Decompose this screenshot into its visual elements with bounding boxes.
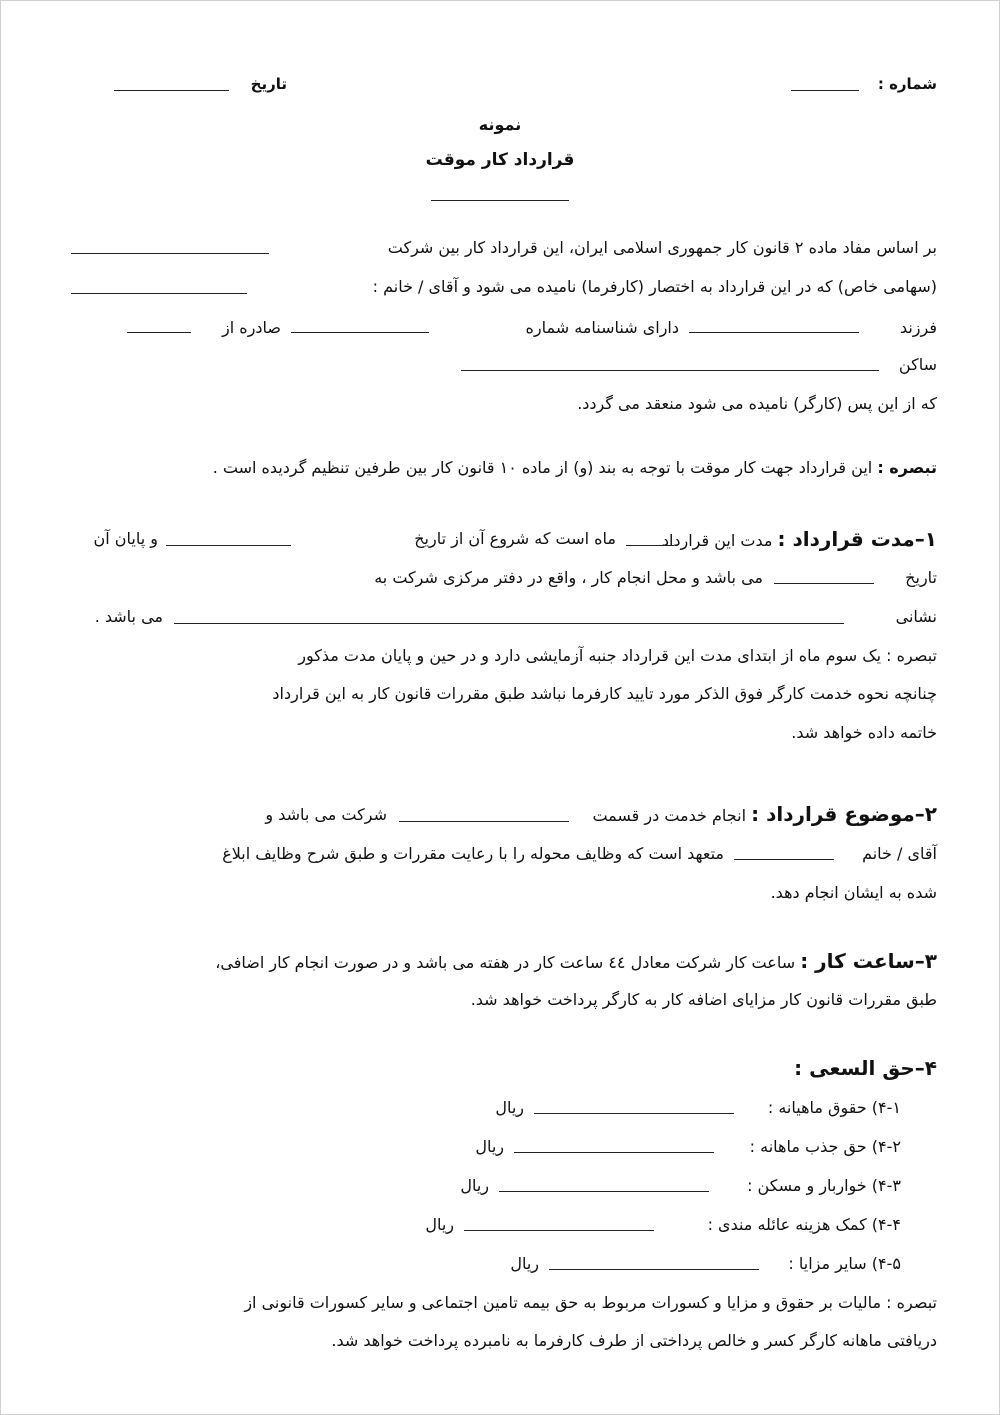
section3-title: ۳–ساعت کار : xyxy=(800,949,937,973)
wage-item-5-label: ۴-۵) سایر مزایا : xyxy=(788,1254,901,1273)
wage-item-1-label: ۴-۱) حقوق ماهیانه : xyxy=(767,1098,901,1117)
wage-item-1-currency: ریال xyxy=(495,1098,524,1117)
intro-name-blank xyxy=(71,293,247,294)
wage-item-2-label: ۴-۲) حق جذب ماهانه : xyxy=(749,1137,901,1156)
section1-note-3: خاتمه داده خواهد شد. xyxy=(791,723,937,742)
wage-item-3-currency: ریال xyxy=(460,1176,489,1195)
intro-child-of-label: فرزند xyxy=(899,318,937,337)
wage-item-3-blank xyxy=(499,1191,709,1192)
section4-title: ۴–حق السعی : xyxy=(794,1056,937,1080)
number-blank xyxy=(791,90,859,91)
section1-title: ۱–مدت قرارداد : xyxy=(777,527,937,551)
page-title: قرارداد کار موقت xyxy=(425,150,575,170)
intro-id-blank xyxy=(291,332,429,333)
section2-title: ۲–موضوع قرارداد : xyxy=(751,802,937,826)
section2-line-3: شده به ایشان انجام دهد. xyxy=(770,883,937,902)
section1-line-1 xyxy=(662,527,937,551)
section1-months-blank xyxy=(626,545,674,546)
wage-item-4-blank xyxy=(464,1230,654,1231)
section2-name-blank xyxy=(734,859,834,860)
section1-end-blank xyxy=(774,583,874,584)
section4-note-2: دریافتی ماهانه کارگر کسر و خالص پرداختی از طرف کارفرما به نامبرده پرداخت خواهد شد. xyxy=(331,1331,937,1350)
intro-issued-label: صادره از xyxy=(222,318,281,337)
intro-note-text: این قرارداد جهت کار موقت با توجه به بند (و) از ماده ۱۰ قانون کار بین طرفین تنظیم گردیده است . xyxy=(212,458,873,477)
intro-line-2: (سهامی خاص) که در این قرارداد به اختصار (کارفرما) نامیده می شود و آقای / خانم : xyxy=(372,277,937,296)
wage-item-3-label: ۴-۳) خواربار و مسکن : xyxy=(747,1176,901,1195)
wage-item-1-blank xyxy=(534,1113,734,1114)
title-underline xyxy=(431,200,569,201)
section1-duration-label: مدت این قرارداد xyxy=(661,531,773,550)
wage-item-2-currency: ریال xyxy=(475,1137,504,1156)
wage-item-2-blank xyxy=(514,1152,714,1153)
section1-start-label: ماه است که شروع آن از تاریخ xyxy=(414,529,616,548)
section3-line-2: طبق مقررات قانون کار مزایای اضافه کار به کارگر پرداخت خواهد شد. xyxy=(470,990,937,1009)
section1-note-2: چنانچه نحوه خدمت کارگر فوق الذکر مورد تایید کارفرما نباشد طبق مقررات قانون کار به این قرارداد xyxy=(272,684,937,703)
section2-mr-ms-label: آقای / خانم xyxy=(862,844,937,863)
date-blank xyxy=(114,90,229,91)
section4-note-1: تبصره : مالیات بر حقوق و مزایا و کسورات مربوط به حق بیمه تامین اجتماعی و سایر کسورات قانونی از xyxy=(244,1293,937,1312)
intro-line-5: که از این پس (کارگر) نامیده می شود منعقد می گردد. xyxy=(577,394,937,413)
section2-line-1-end: شرکت می باشد و xyxy=(265,805,387,824)
intro-father-blank xyxy=(689,332,859,333)
date-label: تاریخ xyxy=(250,75,287,93)
section1-address-end: می باشد . xyxy=(94,607,163,626)
intro-resident-label: ساکن xyxy=(898,355,937,374)
number-label: شماره : xyxy=(877,75,937,93)
intro-note xyxy=(213,458,937,477)
wage-item-5-currency: ریال xyxy=(510,1254,539,1273)
section1-line-2: می باشد و محل انجام کار ، واقع در دفتر مرکزی شرکت به xyxy=(374,568,763,587)
section2-department-blank xyxy=(399,821,569,822)
section2-line-2: متعهد است که وظایف محوله را با رعایت مقررات و طبق شرح وظایف ابلاغ xyxy=(222,844,724,863)
section1-note-1: تبصره : یک سوم ماه از ابتدای مدت این قرارداد جنبه آزمایشی دارد و در حین و پایان مدت مذکور xyxy=(298,646,937,665)
section3-line-1 xyxy=(215,949,937,973)
intro-issued-blank xyxy=(127,332,191,333)
intro-line-1: بر اساس مفاد ماده ۲ قانون کار جمهوری اسلامی ایران، این قرارداد کار بین شرکت xyxy=(387,238,937,257)
section1-end-label: و پایان آن xyxy=(93,529,158,548)
intro-address-blank xyxy=(461,370,879,371)
section1-start-blank xyxy=(166,545,291,546)
intro-id-label: دارای شناسنامه شماره xyxy=(525,318,679,337)
section1-address-blank xyxy=(174,623,844,624)
wage-item-5-blank xyxy=(549,1269,759,1270)
intro-note-label: تبصره : xyxy=(877,458,937,477)
section2-service-label: انجام خدمت در قسمت xyxy=(592,806,747,825)
section2-line-1 xyxy=(592,802,937,826)
section1-address-label: نشانی xyxy=(895,607,937,626)
sample-title: نمونه xyxy=(478,115,522,134)
intro-company-blank xyxy=(71,253,269,254)
wage-item-4-label: ۴-۴) کمک هزینه عائله مندی : xyxy=(707,1215,901,1234)
section1-date-label: تاریخ xyxy=(905,568,937,587)
wage-item-4-currency: ریال xyxy=(425,1215,454,1234)
section3-text-1: ساعت کار شرکت معادل ٤٤ ساعت کار در هفته می باشد و در صورت انجام کار اضافی، xyxy=(215,953,796,972)
